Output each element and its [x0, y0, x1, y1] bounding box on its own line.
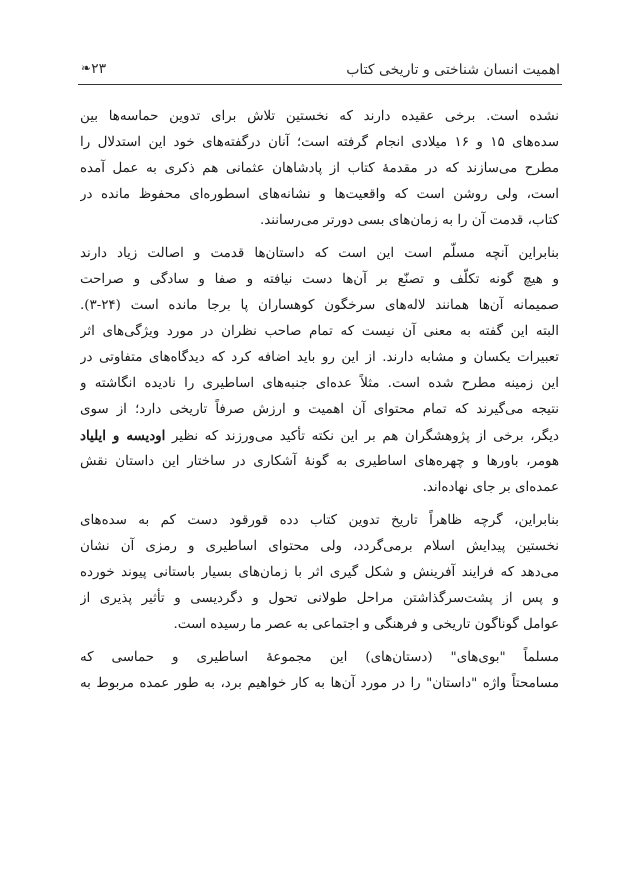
bold-phrase: اودیسه و ایلیاد: [80, 428, 166, 444]
text-line: بنابراین، گرچه ظاهراً تاریخ تدوین کتاب دده قورقود دست کم به سده‌های: [80, 513, 559, 528]
leaf-ornament-icon: ❧: [81, 61, 92, 75]
text-line: و هیچ گونه تکلّف و تصنّع بر آن‌ها دست نیافته و صفا و سادگی و صراحت: [80, 272, 559, 287]
text-line: مسلماً "بوی‌های" (دستان‌های) این مجموعهٔ اساطیری و حماسی که: [80, 650, 559, 665]
text-line: هومر، باورها و چهره‌های اساطیری به گونهٔ آشکاری در ساختار این داستان نقش: [80, 454, 559, 469]
text-line: تعبیرات یکسان و مشابه دارند. از این رو باید اضافه کرد که دیدگاه‌های متفاوتی در: [80, 350, 559, 365]
paragraph-2: [80, 241, 559, 501]
text-segment: دیگر، برخی از پژوهشگران هم بر این نکته تأکید می‌ورزند که نظیر: [171, 429, 559, 444]
text-line: عوامل گوناگون تاریخی و فرهنگی و اجتماعی به عصر ما رسیده است.: [173, 617, 559, 632]
text-line: بنابراین آنچه مسلّم است این است که داستان‌ها قدمت و اصالت زیاد دارند: [80, 246, 559, 261]
paragraph-1: [80, 104, 559, 234]
text-line: این زمینه مطرح شده است. مثلاً عده‌ای جنبه‌های اساطیری را نادیده انگاشته و: [80, 376, 559, 391]
page-header: [78, 58, 562, 85]
text-line: صمیمانه آن‌ها همانند لاله‌های سرخگون کوهساران پا برجا مانده است (۲۴-۳).: [80, 298, 559, 313]
text-line: نشده است. برخی عقیده دارند که نخستین تلاش برای تدوین حماسه‌ها بین: [80, 109, 559, 124]
page-number: ۲۳: [91, 61, 107, 77]
paragraph-3: [80, 508, 559, 638]
body-text: [80, 104, 559, 704]
text-line: کتاب، قدمت آن را به زمان‌های بسی دورتر می‌رسانند.: [259, 213, 559, 228]
text-line: سده‌های ۱۵ و ۱۶ میلادی انجام گرفته است؛ آنان درگفته‌های خود این استدلال را: [80, 135, 559, 150]
text-line: البته این گفته به معنی آن نیست که تمام صاحب نظران در مورد ویژگی‌های اثر: [80, 324, 559, 339]
text-line: مطرح می‌سازند که در مقدمهٔ کتاب از پادشاهان عثمانی هم ذکری به عمل آمده: [80, 161, 559, 176]
text-line: نتیجه می‌گیرند که تمام محتوای آن اهمیت و ارزش صرفاً تاریخی دارد؛ از سوی: [80, 402, 559, 417]
page-number-block: [78, 61, 106, 77]
text-line: مسامحتاً واژه "داستان" را در مورد آن‌ها به کار خواهیم برد، به طور عمده مربوط به: [80, 676, 559, 691]
text-line: نخستین پیدایش اسلام برمی‌گردد، ولی محتوای اساطیری و رمزی آن نشان: [80, 539, 559, 554]
text-line: است، ولی روشن است که واقعیت‌ها و نشانه‌های اسطوره‌ای محفوظ مانده در: [80, 187, 559, 202]
text-line: و پس از پشت‌سرگذاشتن مراحل طولانی تحول و دگردیسی و تأثیر پذیری از: [80, 591, 559, 606]
text-line-with-bold: [80, 423, 559, 449]
text-line: می‌دهد که فرایند آفرینش و شکل گیری اثر با زمان‌های بسیار باستانی پیوند خورده: [80, 565, 559, 580]
paragraph-4: [80, 645, 559, 697]
text-line: عمده‌ای بر جای نهاده‌اند.: [422, 480, 559, 495]
running-title: اهمیت انسان شناختی و تاریخی کتاب: [346, 62, 560, 78]
